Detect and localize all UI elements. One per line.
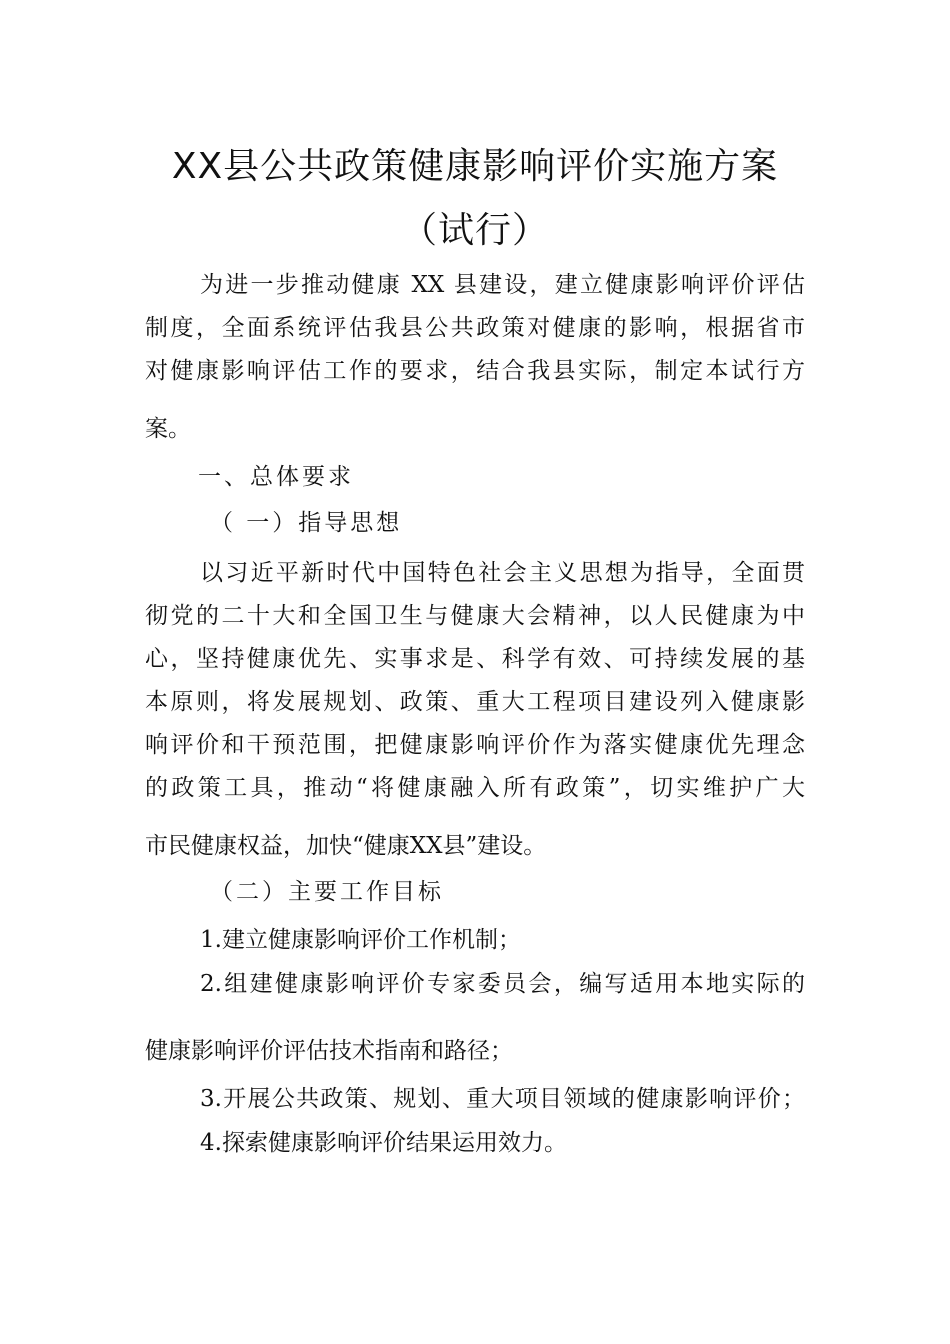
goal-item: 2.组建健康影响评价专家委员会，编写适用本地实际的	[200, 971, 805, 997]
subsection-heading: （ 一）指导思想	[210, 510, 403, 536]
goal-item: 3.开展公共政策、规划、重大项目领域的健康影响评价；	[200, 1086, 805, 1112]
intro-line: 对健康影响评估工作的要求，结合我县实际，制定本试行方	[145, 358, 805, 384]
guiding-line: 彻党的二十大和全国卫生与健康大会精神，以人民健康为中	[145, 603, 805, 629]
section-heading: 一、总体要求	[198, 464, 354, 490]
goal-item: 健康影响评价评估技术指南和路径；	[145, 1038, 513, 1064]
goal-item: 4.探索健康影响评价结果运用效力。	[200, 1130, 567, 1156]
intro-line: 为进一步推动健康 XX 县建设，建立健康影响评价评估	[200, 272, 805, 298]
guiding-line: 心，坚持健康优先、实事求是、科学有效、可持续发展的基	[145, 646, 805, 672]
document-title: XX县公共政策健康影响评价实施方案	[171, 146, 779, 187]
guiding-line: 响评价和干预范围，把健康影响评价作为落实健康优先理念	[145, 732, 805, 758]
guiding-line: 以习近平新时代中国特色社会主义思想为指导，全面贯	[200, 560, 805, 586]
goal-item: 1.建立健康影响评价工作机制；	[200, 927, 521, 953]
intro-line: 案。	[145, 416, 191, 442]
guiding-line: 本原则，将发展规划、政策、重大工程项目建设列入健康影	[145, 689, 805, 715]
intro-line: 制度，全面系统评估我县公共政策对健康的影响，根据省市	[145, 315, 805, 341]
guiding-line: 市民健康权益，加快“健康XX县”建设。	[145, 833, 547, 859]
document-title-suffix: （试行）	[400, 210, 549, 251]
guiding-line: 的政策工具，推动“将健康融入所有政策”，切实维护广大	[145, 775, 805, 801]
subsection-heading: （二）主要工作目标	[210, 879, 444, 905]
